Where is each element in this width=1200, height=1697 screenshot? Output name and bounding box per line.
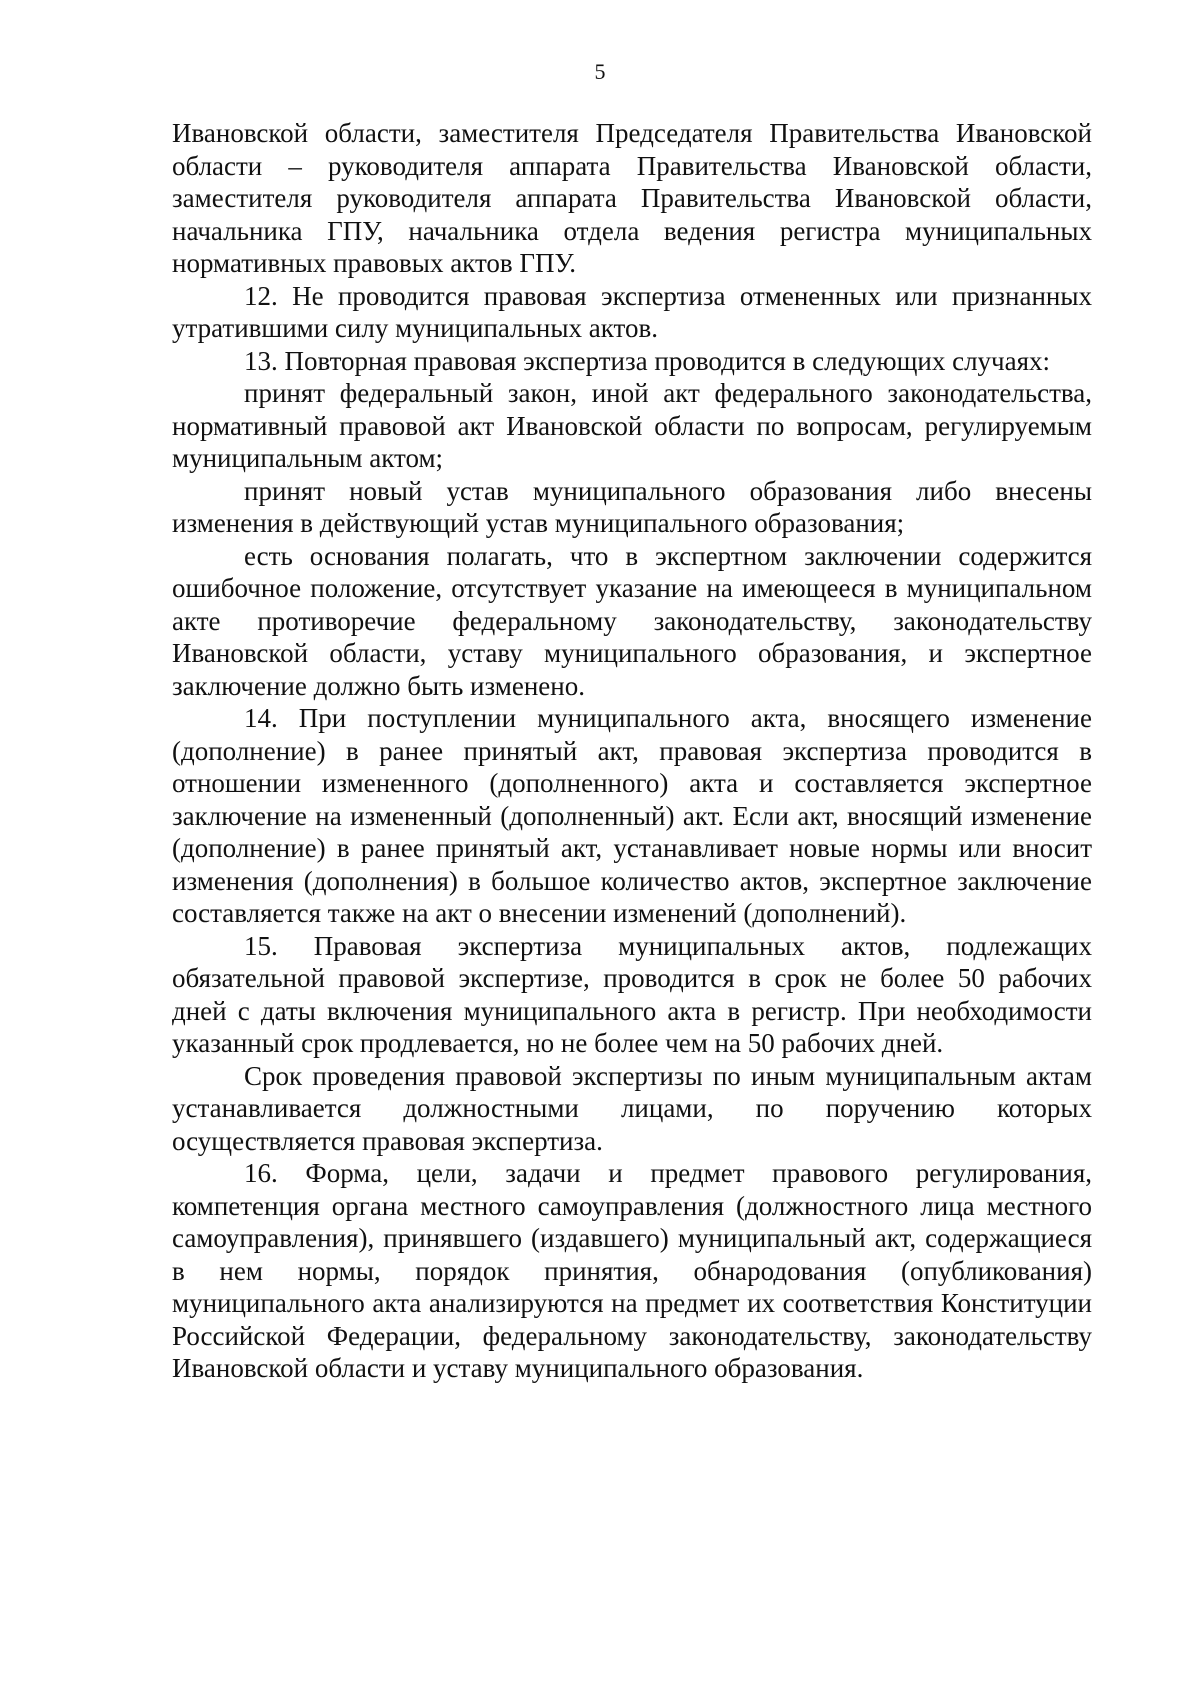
paragraph-term-other-acts: Срок проведения правовой экспертизы по иным муниципальным актам устанавливается должностными лицами, по поручению которых осуществляется правовая экспертиза. [172, 1060, 1092, 1156]
page-number: 5 [594, 59, 606, 84]
document-body [172, 117, 1092, 1385]
paragraph-case-erroneous-conclusion: есть основания полагать, что в экспертном заключении содержится ошибочное положение, отсутствует указание на имеющееся в муниципальном акте противоречие федеральному законодательству, законодательству Ивановской области, уставу муниципального образования, и экспертное заключение должно быть изменено. [172, 540, 1092, 701]
paragraph-item-13: 13. Повторная правовая экспертиза проводится в следующих случаях: [244, 345, 1051, 376]
paragraph-case-federal-law: принят федеральный закон, иной акт федерального законодательства, нормативный правовой акт Ивановской области по вопросам, регулируемым муниципальным актом; [172, 378, 1092, 473]
paragraph-item-16: 16. Форма, цели, задачи и предмет правового регулирования, компетенция органа местного самоуправления (должностного лица местного самоуправления), принявшего (издавшего) муниципальный акт, содержащиеся в нем нормы, порядок принятия, обнародования (опубликования) муниципального акта анализируются на предмет их соответствия Конституции Российской Федерации, федеральному законодательству, законодательству Ивановской области и уставу муниципального образования. [172, 1158, 1092, 1383]
paragraph-item-12: 12. Не проводится правовая экспертиза отмененных или признанных утратившими силу муниципальных актов. [172, 280, 1092, 343]
paragraph-item-14: 14. При поступлении муниципального акта, вносящего изменение (дополнение) в ранее принятый акт, правовая экспертиза проводится в отношении измененного (дополненного) акта и составляется экспертное заключение на измененный (дополненный) акт. Если акт, вносящий изменение (дополнение) в ранее принятый акт, устанавливает новые нормы или вносит изменения (дополнения) в большое количество актов, экспертное заключение составляется также на акт о внесении изменений (дополнений). [172, 703, 1092, 928]
paragraph-item-15: 15. Правовая экспертиза муниципальных актов, подлежащих обязательной правовой экспертизе, проводится в срок не более 50 рабочих дней с даты включения муниципального акта в регистр. При необходимости указанный срок продлевается, но не более чем на 50 рабочих дней. [172, 930, 1092, 1058]
paragraph-continuation: Ивановской области, заместителя Председателя Правительства Ивановской области – руководителя аппарата Правительства Ивановской области, заместителя руководителя аппарата Правительства Ивановской области, начальника ГПУ, начальника отдела ведения регистра муниципальных нормативных правовых актов ГПУ. [172, 118, 1092, 278]
paragraph-case-new-charter: принят новый устав муниципального образования либо внесены изменения в действующий устав муниципального образования; [172, 475, 1092, 538]
